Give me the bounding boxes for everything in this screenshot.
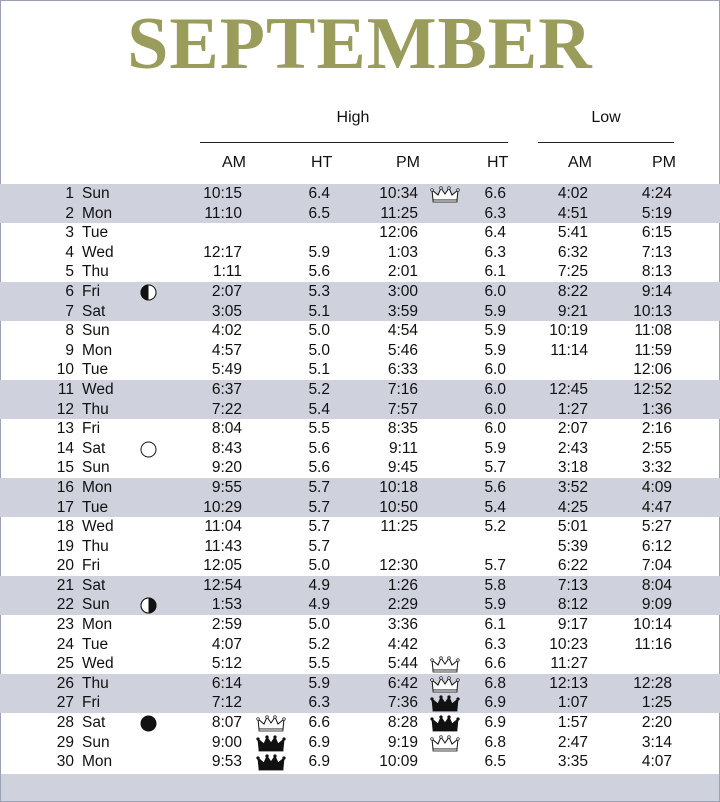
high-pm-height: 6.3 xyxy=(484,243,506,261)
weekday: Sun xyxy=(82,596,110,614)
high-pm-height: 6.5 xyxy=(484,753,506,771)
low-am-time: 4:25 xyxy=(557,498,588,516)
table-row xyxy=(0,341,720,361)
high-pm-time: 11:25 xyxy=(380,518,418,536)
high-pm-height: 5.7 xyxy=(484,557,506,575)
high-am-time: 11:43 xyxy=(204,537,242,555)
high-pm-time: 5:46 xyxy=(387,341,418,359)
day-number: 11 xyxy=(57,380,74,398)
high-am-time: 12:05 xyxy=(203,557,242,575)
high-am-height: 5.4 xyxy=(308,400,330,418)
day-number: 7 xyxy=(65,302,74,320)
table-row xyxy=(0,321,720,341)
high-pm-height: 5.8 xyxy=(484,576,506,594)
high-pm-time: 9:19 xyxy=(387,733,418,751)
low-am-time: 5:01 xyxy=(557,518,588,536)
low-am-time: 1:27 xyxy=(557,400,588,418)
table-row xyxy=(0,556,720,576)
table-row xyxy=(0,458,720,478)
high-pm-time: 9:45 xyxy=(387,459,418,477)
day-number: 4 xyxy=(65,243,74,261)
low-pm-time: 12:28 xyxy=(633,674,672,692)
low-pm-time: 11:16 xyxy=(634,635,672,653)
col-header-low-pm: PM xyxy=(652,154,676,171)
high-am-time: 8:07 xyxy=(211,714,242,732)
weekday: Wed xyxy=(82,243,114,261)
high-pm-time: 11:25 xyxy=(380,204,418,222)
high-am-time: 4:57 xyxy=(211,341,242,359)
low-am-time: 2:43 xyxy=(557,439,588,457)
weekday: Tue xyxy=(82,224,109,242)
high-pm-height: 5.9 xyxy=(484,439,506,457)
table-row xyxy=(0,419,720,439)
low-am-time: 4:51 xyxy=(557,204,588,222)
weekday: Wed xyxy=(82,655,114,673)
high-pm-height: 5.9 xyxy=(484,302,506,320)
first-quarter-moon-icon xyxy=(140,284,157,301)
high-am-height: 6.9 xyxy=(308,753,330,771)
low-am-time: 8:12 xyxy=(557,596,588,614)
last-quarter-moon-icon xyxy=(140,597,157,614)
low-pm-time: 7:13 xyxy=(641,243,672,261)
table-row xyxy=(0,262,720,282)
low-am-time: 6:22 xyxy=(557,557,588,575)
high-pm-time: 12:06 xyxy=(379,224,418,242)
weekday: Sun xyxy=(82,459,110,477)
day-number: 23 xyxy=(56,616,74,634)
weekday: Thu xyxy=(82,537,109,555)
high-pm-time: 10:09 xyxy=(379,753,418,771)
high-pm-height: 6.4 xyxy=(484,224,506,242)
low-pm-time: 8:04 xyxy=(641,576,672,594)
table-row xyxy=(0,576,720,596)
low-pm-time: 2:20 xyxy=(641,714,672,732)
weekday: Mon xyxy=(82,616,113,634)
table-row xyxy=(0,713,720,733)
table-row xyxy=(0,302,720,322)
high-pm-height: 6.6 xyxy=(484,185,506,202)
high-am-height: 5.1 xyxy=(308,302,330,320)
high-pm-time: 10:34 xyxy=(379,185,418,202)
high-pm-height: 6.8 xyxy=(484,733,506,751)
weekday: Sun xyxy=(82,733,110,751)
high-am-time: 6:14 xyxy=(211,674,242,692)
low-pm-time: 12:52 xyxy=(633,380,672,398)
high-pm-height: 6.0 xyxy=(484,420,506,438)
day-number: 1 xyxy=(65,185,74,202)
high-pm-height: 5.9 xyxy=(484,322,506,340)
day-number: 29 xyxy=(56,733,74,751)
weekday: Thu xyxy=(82,674,109,692)
high-am-time: 9:55 xyxy=(211,478,242,496)
table-row xyxy=(0,400,720,420)
outline-crown-icon xyxy=(430,185,460,203)
low-pm-time: 1:25 xyxy=(641,694,672,712)
filled-crown-icon xyxy=(430,694,460,712)
high-am-time: 1:53 xyxy=(211,596,242,614)
table-row xyxy=(0,635,720,655)
low-group-rule xyxy=(538,142,674,143)
high-pm-time: 8:35 xyxy=(387,420,418,438)
outline-crown-icon xyxy=(430,734,460,752)
low-pm-time: 2:16 xyxy=(641,420,672,438)
low-am-time: 3:18 xyxy=(557,459,588,477)
high-pm-time: 7:36 xyxy=(387,694,418,712)
high-pm-height: 6.3 xyxy=(484,204,506,222)
high-am-height: 5.0 xyxy=(308,341,330,359)
day-number: 28 xyxy=(56,714,74,732)
new-moon-icon xyxy=(140,715,157,732)
table-row xyxy=(0,360,720,380)
table-row xyxy=(0,674,720,694)
high-am-time: 12:17 xyxy=(203,243,242,261)
low-am-time: 7:13 xyxy=(557,576,588,594)
day-number: 24 xyxy=(56,635,74,653)
low-pm-time: 4:24 xyxy=(641,185,672,202)
high-am-time: 9:20 xyxy=(211,459,242,477)
day-number: 20 xyxy=(56,557,74,575)
low-pm-time: 3:32 xyxy=(641,459,672,477)
low-am-time: 1:07 xyxy=(557,694,588,712)
weekday: Sun xyxy=(82,322,110,340)
day-number: 18 xyxy=(56,518,74,536)
high-pm-time: 2:29 xyxy=(387,596,418,614)
day-number: 30 xyxy=(56,753,74,771)
weekday: Fri xyxy=(82,420,101,438)
high-am-time: 3:05 xyxy=(211,302,242,320)
high-am-height: 6.5 xyxy=(308,204,330,222)
low-pm-time: 9:09 xyxy=(641,596,672,614)
high-am-height: 5.1 xyxy=(308,361,330,379)
filled-crown-icon xyxy=(256,734,286,752)
table-row xyxy=(0,537,720,557)
high-pm-height: 5.6 xyxy=(484,478,506,496)
high-am-time: 11:10 xyxy=(204,204,242,222)
high-am-time: 12:54 xyxy=(203,576,242,594)
table-row xyxy=(0,733,720,753)
low-pm-time: 12:06 xyxy=(633,361,672,379)
weekday: Mon xyxy=(82,204,113,222)
low-am-time: 2:47 xyxy=(557,733,588,751)
low-group-label: Low xyxy=(591,109,621,126)
day-number: 15 xyxy=(56,459,74,477)
high-am-height: 5.7 xyxy=(308,518,330,536)
day-number: 22 xyxy=(56,596,74,614)
high-pm-time: 5:44 xyxy=(387,655,418,673)
low-pm-time: 4:07 xyxy=(641,753,672,771)
high-am-height: 4.9 xyxy=(308,596,330,614)
weekday: Sat xyxy=(82,576,106,594)
day-number: 3 xyxy=(65,224,74,242)
high-pm-height: 5.7 xyxy=(484,459,506,477)
high-pm-height: 6.6 xyxy=(484,655,506,673)
high-am-height: 6.9 xyxy=(308,733,330,751)
day-number: 13 xyxy=(56,420,74,438)
day-number: 17 xyxy=(56,498,74,516)
table-row xyxy=(0,184,720,204)
high-am-height: 5.0 xyxy=(308,322,330,340)
table-row xyxy=(0,615,720,635)
high-group-rule xyxy=(200,142,508,143)
low-am-time: 3:35 xyxy=(557,753,588,771)
weekday: Tue xyxy=(82,498,109,516)
table-row xyxy=(0,478,720,498)
high-pm-time: 8:28 xyxy=(387,714,418,732)
table-row xyxy=(0,693,720,713)
filled-crown-icon xyxy=(430,714,460,732)
day-number: 9 xyxy=(65,341,74,359)
high-am-height: 6.6 xyxy=(308,714,330,732)
low-pm-time: 4:09 xyxy=(641,478,672,496)
day-number: 21 xyxy=(56,576,74,594)
table-row xyxy=(0,223,720,243)
low-pm-time: 1:36 xyxy=(641,400,672,418)
low-am-time: 10:19 xyxy=(549,322,588,340)
low-pm-time: 11:08 xyxy=(634,322,672,340)
low-pm-time: 6:12 xyxy=(641,537,672,555)
high-am-height: 5.2 xyxy=(308,380,330,398)
low-pm-time: 5:19 xyxy=(641,204,672,222)
high-am-height: 4.9 xyxy=(308,576,330,594)
table-row xyxy=(0,243,720,263)
high-am-height: 5.6 xyxy=(308,263,330,281)
high-am-time: 10:15 xyxy=(203,185,242,202)
weekday: Mon xyxy=(82,753,113,771)
low-am-time: 3:52 xyxy=(557,478,588,496)
col-header-high-ht-pm: HT xyxy=(487,154,509,171)
high-pm-height: 5.9 xyxy=(484,341,506,359)
day-number: 10 xyxy=(56,361,74,379)
high-am-height: 5.6 xyxy=(308,439,330,457)
col-header-high-am: AM xyxy=(222,154,246,171)
table-row xyxy=(0,752,720,772)
high-pm-time: 7:57 xyxy=(387,400,418,418)
high-am-height: 5.9 xyxy=(308,243,330,261)
day-number: 8 xyxy=(65,322,74,340)
low-am-time: 6:32 xyxy=(557,243,588,261)
high-pm-time: 7:16 xyxy=(387,380,418,398)
low-pm-time: 7:04 xyxy=(641,557,672,575)
weekday: Fri xyxy=(82,694,101,712)
high-pm-height: 6.9 xyxy=(484,694,506,712)
high-am-height: 5.7 xyxy=(308,498,330,516)
weekday: Thu xyxy=(82,263,109,281)
table-row xyxy=(0,282,720,302)
high-pm-height: 5.9 xyxy=(484,596,506,614)
low-am-time: 5:41 xyxy=(557,224,588,242)
high-pm-time: 1:03 xyxy=(387,243,418,261)
day-number: 19 xyxy=(56,537,74,555)
high-pm-time: 3:00 xyxy=(387,282,418,300)
high-am-time: 11:04 xyxy=(204,518,242,536)
high-pm-time: 3:59 xyxy=(387,302,418,320)
table-row xyxy=(0,654,720,674)
high-am-height: 6.4 xyxy=(308,185,330,202)
full-moon-icon xyxy=(140,441,157,458)
outline-crown-icon xyxy=(430,655,460,673)
day-number: 16 xyxy=(56,478,74,496)
high-am-time: 4:02 xyxy=(211,322,242,340)
tide-table xyxy=(0,184,720,772)
high-am-height: 5.6 xyxy=(308,459,330,477)
weekday: Sun xyxy=(82,185,110,202)
high-am-height: 5.2 xyxy=(308,635,330,653)
weekday: Sat xyxy=(82,302,106,320)
high-pm-time: 9:11 xyxy=(388,439,418,457)
high-am-time: 2:07 xyxy=(211,282,242,300)
day-number: 25 xyxy=(56,655,74,673)
high-am-time: 5:49 xyxy=(211,361,242,379)
high-pm-time: 10:18 xyxy=(379,478,418,496)
low-am-time: 2:07 xyxy=(557,420,588,438)
table-row xyxy=(0,380,720,400)
high-pm-height: 5.2 xyxy=(484,518,506,536)
weekday: Mon xyxy=(82,478,113,496)
low-am-time: 11:27 xyxy=(550,655,588,673)
low-am-time: 9:17 xyxy=(557,616,588,634)
low-am-time: 7:25 xyxy=(557,263,588,281)
weekday: Fri xyxy=(82,557,101,575)
high-pm-height: 6.3 xyxy=(484,635,506,653)
high-am-time: 7:12 xyxy=(211,694,242,712)
low-pm-time: 8:13 xyxy=(641,263,672,281)
high-pm-time: 6:42 xyxy=(387,674,418,692)
day-number: 5 xyxy=(65,263,74,281)
weekday: Wed xyxy=(82,380,114,398)
table-row xyxy=(0,498,720,518)
high-pm-time: 4:54 xyxy=(387,322,418,340)
low-pm-time: 3:14 xyxy=(641,733,672,751)
low-am-time: 5:39 xyxy=(557,537,588,555)
high-am-time: 10:29 xyxy=(203,498,242,516)
day-number: 6 xyxy=(65,282,74,300)
high-am-time: 9:00 xyxy=(211,733,242,751)
high-pm-height: 6.0 xyxy=(484,380,506,398)
high-pm-time: 2:01 xyxy=(387,263,418,281)
high-pm-height: 6.1 xyxy=(484,616,506,634)
high-pm-time: 12:30 xyxy=(379,557,418,575)
col-header-high-ht-am: HT xyxy=(311,154,333,171)
low-am-time: 12:45 xyxy=(549,380,588,398)
high-am-height: 5.0 xyxy=(308,616,330,634)
low-am-time: 11:14 xyxy=(550,341,588,359)
high-am-time: 8:04 xyxy=(211,420,242,438)
high-am-height: 5.0 xyxy=(308,557,330,575)
weekday: Tue xyxy=(82,361,109,379)
weekday: Sat xyxy=(82,439,106,457)
high-am-time: 4:07 xyxy=(211,635,242,653)
weekday: Fri xyxy=(82,282,101,300)
low-am-time: 12:13 xyxy=(549,674,588,692)
high-am-time: 6:37 xyxy=(211,380,242,398)
high-pm-time: 10:50 xyxy=(379,498,418,516)
high-am-time: 2:59 xyxy=(211,616,242,634)
weekday: Mon xyxy=(82,341,113,359)
weekday: Sat xyxy=(82,714,106,732)
outline-crown-icon xyxy=(430,675,460,693)
weekday: Tue xyxy=(82,635,109,653)
weekday: Thu xyxy=(82,400,109,418)
table-row xyxy=(0,439,720,459)
low-am-time: 9:21 xyxy=(557,302,588,320)
high-pm-height: 6.1 xyxy=(484,263,506,281)
high-am-time: 7:22 xyxy=(211,400,242,418)
day-number: 27 xyxy=(56,694,74,712)
high-pm-time: 3:36 xyxy=(387,616,418,634)
footer-band xyxy=(1,774,719,801)
low-pm-time: 5:27 xyxy=(641,518,672,536)
table-row xyxy=(0,595,720,615)
table-row xyxy=(0,517,720,537)
filled-crown-icon xyxy=(256,753,286,771)
high-am-time: 9:53 xyxy=(211,753,242,771)
outline-crown-icon xyxy=(256,714,286,732)
low-pm-time: 10:14 xyxy=(633,616,672,634)
high-pm-height: 6.9 xyxy=(484,714,506,732)
col-header-low-am: AM xyxy=(568,154,592,171)
low-pm-time: 10:13 xyxy=(633,302,672,320)
low-pm-time: 9:14 xyxy=(641,282,672,300)
high-am-height: 5.9 xyxy=(308,674,330,692)
high-am-height: 5.3 xyxy=(308,282,330,300)
high-am-time: 5:12 xyxy=(211,655,242,673)
low-pm-time: 6:15 xyxy=(641,224,672,242)
low-pm-time: 11:59 xyxy=(634,341,672,359)
low-am-time: 10:23 xyxy=(549,635,588,653)
low-am-time: 8:22 xyxy=(557,282,588,300)
low-am-time: 4:02 xyxy=(557,185,588,202)
high-pm-height: 6.0 xyxy=(484,282,506,300)
high-am-time: 1:11 xyxy=(212,263,242,281)
day-number: 2 xyxy=(65,204,74,222)
high-am-time: 8:43 xyxy=(211,439,242,457)
day-number: 12 xyxy=(56,400,74,418)
high-pm-height: 5.4 xyxy=(484,498,506,516)
high-am-height: 6.3 xyxy=(308,694,330,712)
high-pm-time: 1:26 xyxy=(387,576,418,594)
high-group-label: High xyxy=(336,109,370,126)
high-am-height: 5.7 xyxy=(308,537,330,555)
high-pm-height: 6.0 xyxy=(484,400,506,418)
low-pm-time: 4:47 xyxy=(641,498,672,516)
low-pm-time: 2:55 xyxy=(641,439,672,457)
low-am-time: 1:57 xyxy=(557,714,588,732)
page-title: SEPTEMBER xyxy=(127,3,593,85)
high-pm-height: 6.8 xyxy=(484,674,506,692)
table-row xyxy=(0,204,720,224)
high-am-height: 5.5 xyxy=(308,420,330,438)
high-am-height: 5.7 xyxy=(308,478,330,496)
weekday: Wed xyxy=(82,518,114,536)
high-pm-height: 6.0 xyxy=(484,361,506,379)
day-number: 14 xyxy=(56,439,74,457)
high-am-height: 5.5 xyxy=(308,655,330,673)
high-pm-time: 6:33 xyxy=(387,361,418,379)
high-pm-time: 4:42 xyxy=(387,635,418,653)
day-number: 26 xyxy=(56,674,74,692)
col-header-high-pm: PM xyxy=(396,154,420,171)
